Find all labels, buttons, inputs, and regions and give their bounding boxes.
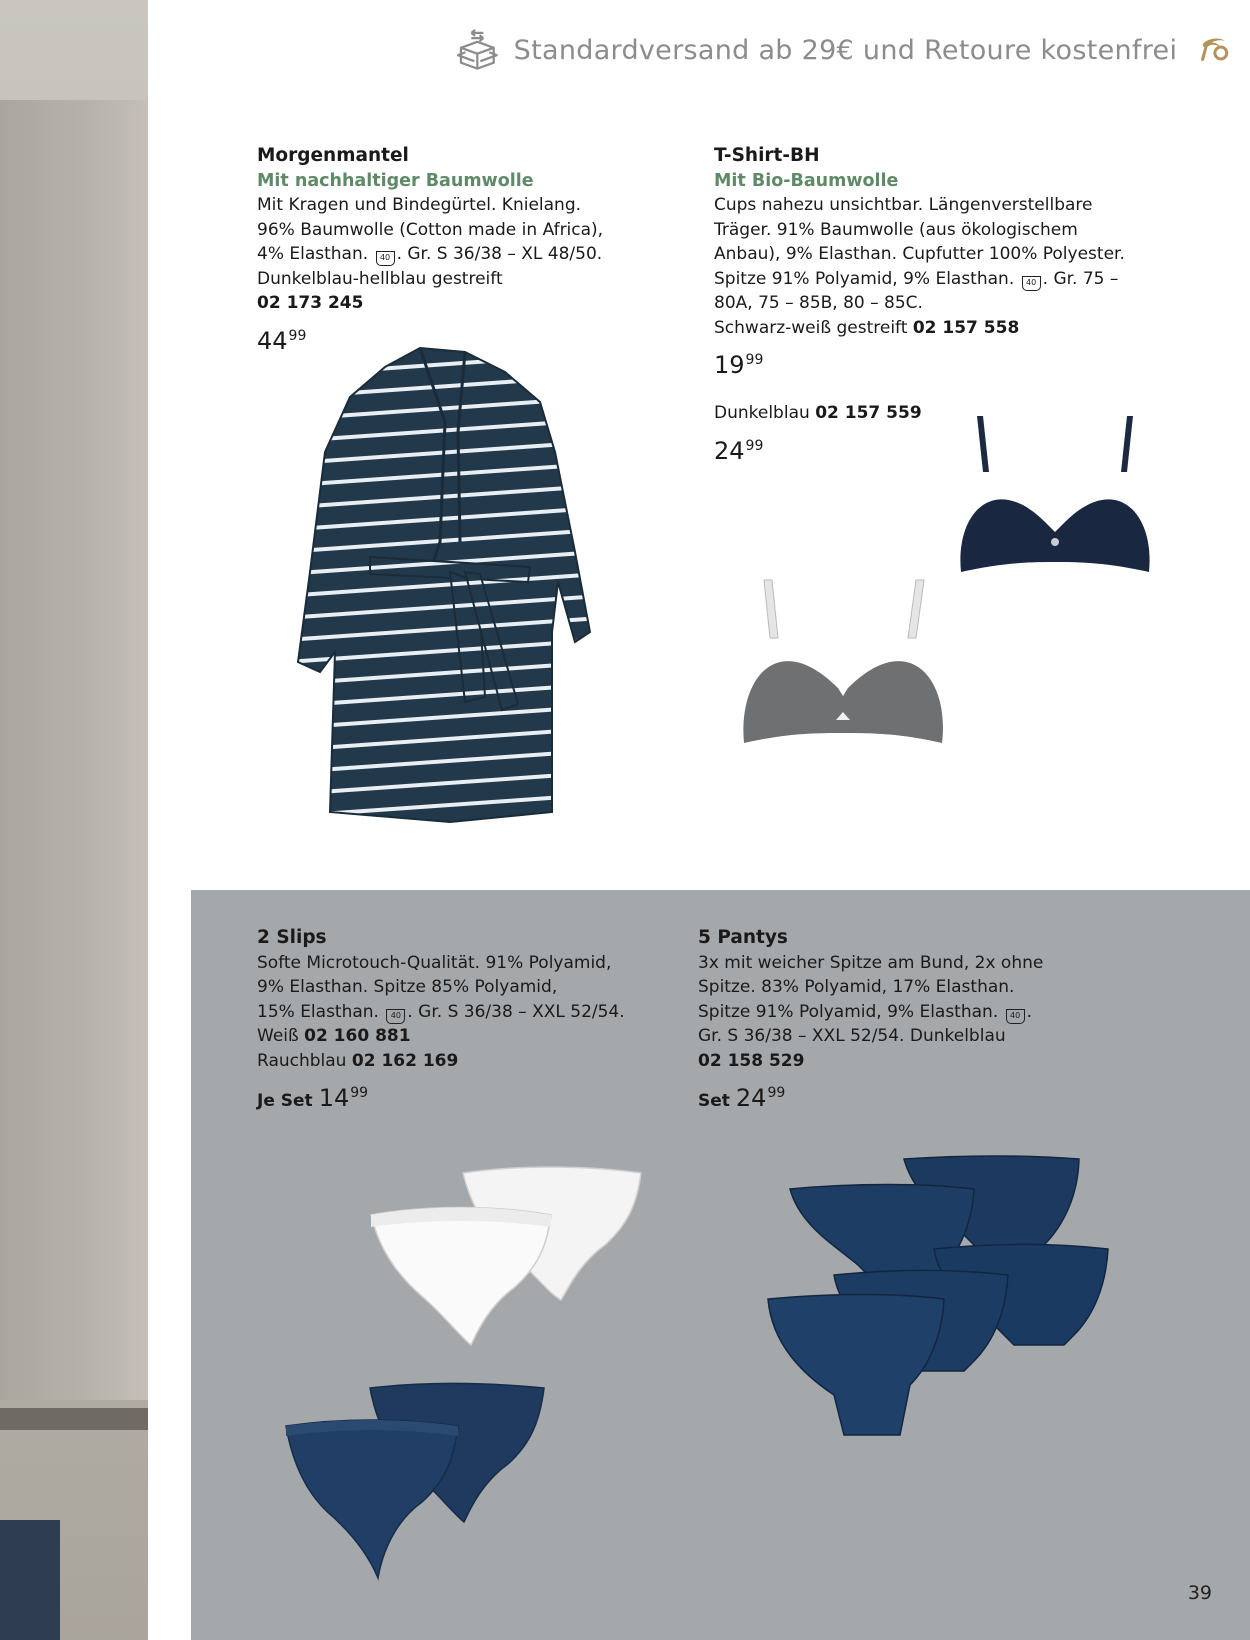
wash-40-icon: 40 xyxy=(376,251,395,266)
article-number: 02 173 245 xyxy=(257,293,364,313)
description-line: Träger. 91% Baumwolle (aus ökologischem xyxy=(714,219,1078,240)
description-text: Spitze 91% Polyamid, 9% Elasthan. xyxy=(698,1001,999,1022)
variant-label: Weiß xyxy=(257,1026,299,1046)
size-line: Gr. S 36/38 – XXL 52/54. Dunkelblau xyxy=(698,1026,1006,1046)
description-line: Mit Kragen und Bindegürtel. Knielang. xyxy=(257,195,582,215)
shelf-ledge xyxy=(0,1408,148,1430)
description-line xyxy=(698,1000,1043,1025)
slips-navy-image xyxy=(282,1382,547,1582)
color-line: Dunkelblau-hellblau gestreift xyxy=(257,268,503,289)
article-number: 02 162 169 xyxy=(351,1050,459,1071)
product-title: 2 Slips xyxy=(257,927,327,948)
tchibo-logo-icon xyxy=(1197,28,1230,72)
shipping-header xyxy=(455,20,1230,80)
description-line: 96% Baumwolle (Cotton made in Africa), xyxy=(257,219,604,240)
article-number: 02 158 529 xyxy=(698,1050,805,1071)
price-main: 24 xyxy=(735,1084,767,1112)
wash-40-icon: 40 xyxy=(1022,276,1041,291)
shelf-shape xyxy=(0,100,148,1400)
shipping-text: Standardversand ab 29€ und Retoure kostenfrei xyxy=(513,34,1178,66)
size-line: 80A, 75 – 85B, 80 – 85C. xyxy=(714,293,923,313)
product-subtitle: Mit nachhaltiger Baumwolle xyxy=(257,170,534,191)
product-2-slips xyxy=(257,926,625,1115)
article-number: 02 160 881 xyxy=(304,1026,411,1046)
product-title: T-Shirt-BH xyxy=(714,145,820,166)
size-text: . Gr. S 36/38 – XXL 52/54. xyxy=(407,1001,625,1022)
description-text: . xyxy=(1026,1001,1033,1022)
price-cents: 99 xyxy=(767,1085,786,1101)
variant-label: Schwarz-weiß gestreift xyxy=(714,317,908,338)
pantys-image xyxy=(764,1155,1114,1440)
description-line: Spitze. 83% Polyamid, 17% Elasthan. xyxy=(698,977,1015,997)
article-number: 02 157 559 xyxy=(815,403,922,423)
description-line xyxy=(714,267,1125,292)
product-title: 5 Pantys xyxy=(698,927,788,948)
price-cents: 99 xyxy=(745,352,764,368)
size-text: . Gr. S 36/38 – XL 48/50. xyxy=(396,244,603,264)
description-line xyxy=(257,1000,625,1025)
price-main: 19 xyxy=(714,351,745,379)
robe-image xyxy=(290,342,620,842)
product-title: Morgenmantel xyxy=(257,145,409,166)
variant-line xyxy=(257,1024,625,1049)
variant-line xyxy=(257,1049,625,1074)
description-text: 15% Elasthan. xyxy=(257,1001,379,1022)
size-text: . Gr. 75 – xyxy=(1042,268,1119,289)
wash-40-icon: 40 xyxy=(1006,1009,1025,1024)
variant-line xyxy=(714,316,1125,341)
price-label: Je Set xyxy=(257,1091,313,1111)
product-morgenmantel xyxy=(257,144,603,355)
price-main: 44 xyxy=(257,326,288,355)
variant-label: Rauchblau xyxy=(257,1050,347,1071)
price xyxy=(698,1079,1043,1115)
description-line: Cups nahezu unsichtbar. Längenverstellbare xyxy=(714,195,1093,215)
product-subtitle: Mit Bio-Baumwolle xyxy=(714,170,899,191)
product-5-pantys xyxy=(698,926,1043,1115)
package-return-icon xyxy=(455,23,500,77)
dark-fabric xyxy=(0,1520,60,1640)
bra-gray-image xyxy=(738,578,948,748)
wash-40-icon: 40 xyxy=(386,1009,405,1024)
description-line: Anbau), 9% Elasthan. Cupfutter 100% Polyester. xyxy=(714,244,1125,264)
price xyxy=(714,346,1125,379)
price-main: 14 xyxy=(318,1084,350,1112)
price-cents: 99 xyxy=(350,1085,369,1101)
price-cents: 99 xyxy=(288,327,307,344)
description-line xyxy=(257,242,603,267)
price-label: Set xyxy=(698,1091,730,1111)
description-line: 9% Elasthan. Spitze 85% Polyamid, xyxy=(257,977,558,997)
side-photo-background xyxy=(0,0,148,1640)
variant-label: Dunkelblau xyxy=(714,403,810,423)
bra-navy-image xyxy=(955,412,1155,577)
slips-white-image xyxy=(365,1165,645,1350)
description-text: 4% Elasthan. xyxy=(257,244,369,264)
description-line: Softe Microtouch-Qualität. 91% Polyamid, xyxy=(257,952,612,973)
price-cents: 99 xyxy=(745,437,764,454)
description-text: Spitze 91% Polyamid, 9% Elasthan. xyxy=(714,268,1015,289)
price-main: 24 xyxy=(714,436,745,465)
price xyxy=(257,1079,625,1115)
article-number: 02 157 558 xyxy=(912,317,1020,338)
page-number: 39 xyxy=(1187,1582,1212,1604)
description-line: 3x mit weicher Spitze am Bund, 2x ohne xyxy=(698,952,1044,973)
